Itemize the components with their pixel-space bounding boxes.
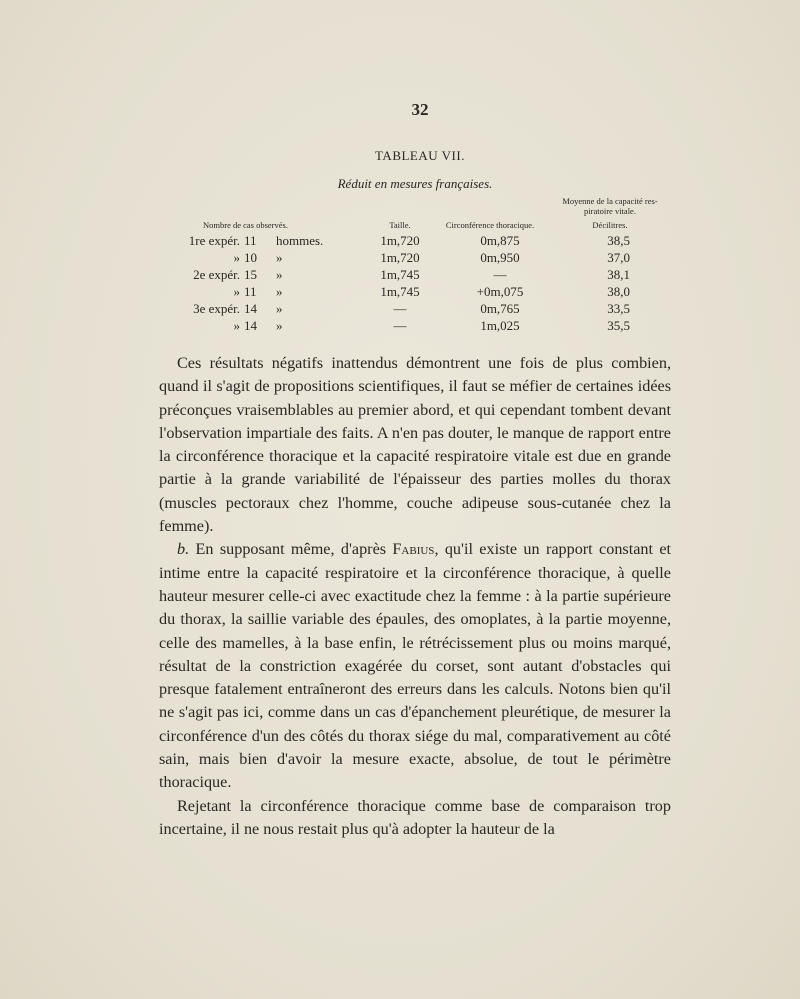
header-circonference: Circonférence thoracique. <box>445 220 535 230</box>
cell-experience: » <box>233 284 240 299</box>
cell-moyenne: 38,5 <box>607 233 630 248</box>
table-row <box>0 266 800 283</box>
cell-circonference: 0m,950 <box>480 250 520 265</box>
cell-taille: 1m,745 <box>380 267 420 282</box>
cell-subject: » <box>276 250 283 265</box>
cell-moyenne: 37,0 <box>607 250 630 265</box>
table-row <box>0 232 800 249</box>
header-moyenne-unit: Décilitres. <box>592 220 628 230</box>
header-moyenne-line2: piratoire vitale. <box>584 206 636 216</box>
cell-taille: — <box>393 301 407 316</box>
cell-moyenne: 35,5 <box>607 318 630 333</box>
cell-count: 14 <box>244 318 257 333</box>
cell-count: 11 <box>244 284 257 299</box>
table-subtitle: Réduit en mesures françaises. <box>337 176 493 191</box>
page-number: 32 <box>411 100 429 119</box>
table-row <box>0 300 800 317</box>
cell-taille: 1m,745 <box>380 284 420 299</box>
table-title: TABLEAU VII. <box>375 148 465 163</box>
author-name: Fabius <box>392 540 435 559</box>
cell-circonference: +0m,075 <box>476 284 524 299</box>
paragraph-2-rest: , qu'il existe un rapport constant et intime entre la capacité respiratoire et la circonférence thoracique, à quelle hauteur mesurer celle-ci avec exactitude chez la femme : à la partie supérieure du thorax, la saillie variable des épaules, des omoplates, à la partie moyenne, celle des mamelles, à la base enfin, le rétrécissement plus ou moins marqué, résultat de la constriction exagérée du corset, sont autant d'obstacles qui presque fatalement entraîneront des erreurs dans les calculs. Notons bien qu'il ne s'agit pas ici, comme dans un cas d'épanchement pleurétique, de mesurer la circonférence d'un des côtés du thorax siége du mal, comparativement au côté sain, mais bien d'avoir la mesure exacte, absolue, de tout le périmètre thoracique. <box>159 540 672 792</box>
cell-subject: hommes. <box>276 233 324 248</box>
table-row <box>0 283 800 300</box>
body-text <box>159 352 671 841</box>
header-count: Nombre de cas observés. <box>203 220 288 230</box>
cell-moyenne: 38,0 <box>607 284 630 299</box>
table-row <box>0 249 800 266</box>
cell-moyenne: 33,5 <box>607 301 630 316</box>
paragraph-2-start: En supposant même, d'après <box>195 540 387 559</box>
cell-circonference: 1m,025 <box>480 318 520 333</box>
paragraph-2-label: b. <box>177 540 190 559</box>
cell-taille: 1m,720 <box>380 250 420 265</box>
paragraph-1: Ces résultats négatifs inattendus démontrent une fois de plus combien, quand il s'agit de propositions scientifiques, il faut se méfier de certaines idées préconçues vraisemblables au premier abord, et qui cependant tombent devant l'observation impartiale des faits. A n'en pas douter, le manque de rapport entre la circonférence thoracique et la capacité respiratoire vitale est due en grande partie à la grande variabilité de l'épaisseur des parties molles du thorax (muscles pectoraux chez l'homme, couche adipeuse sous-cutanée chez la femme). <box>159 354 671 536</box>
cell-subject: » <box>276 284 283 299</box>
cell-experience: » <box>233 318 240 333</box>
cell-taille: 1m,720 <box>380 233 420 248</box>
header-moyenne <box>550 196 670 216</box>
table-row <box>0 317 800 334</box>
cell-subject: » <box>276 301 283 316</box>
cell-taille: — <box>393 318 407 333</box>
cell-circonference: 0m,875 <box>480 233 520 248</box>
header-moyenne-line1: Moyenne de la capacité res- <box>562 196 658 206</box>
cell-moyenne: 38,1 <box>607 267 630 282</box>
cell-experience: 3e expér. <box>193 301 240 316</box>
cell-count: 15 <box>244 267 257 282</box>
cell-count: 14 <box>244 301 257 316</box>
cell-count: 11 <box>244 233 257 248</box>
paragraph-2 <box>159 538 671 794</box>
cell-experience: » <box>233 250 240 265</box>
cell-circonference: — <box>493 267 507 282</box>
paragraph-3: Rejetant la circonférence thoracique comme base de comparaison trop incertaine, il ne nous restait plus qu'à adopter la hauteur de la <box>159 796 671 838</box>
cell-experience: 2e expér. <box>193 267 240 282</box>
header-taille: Taille. <box>389 220 411 230</box>
cell-subject: » <box>276 318 283 333</box>
cell-subject: » <box>276 267 283 282</box>
cell-experience: 1re expér. <box>188 233 240 248</box>
cell-count: 10 <box>244 250 257 265</box>
cell-circonference: 0m,765 <box>480 301 520 316</box>
